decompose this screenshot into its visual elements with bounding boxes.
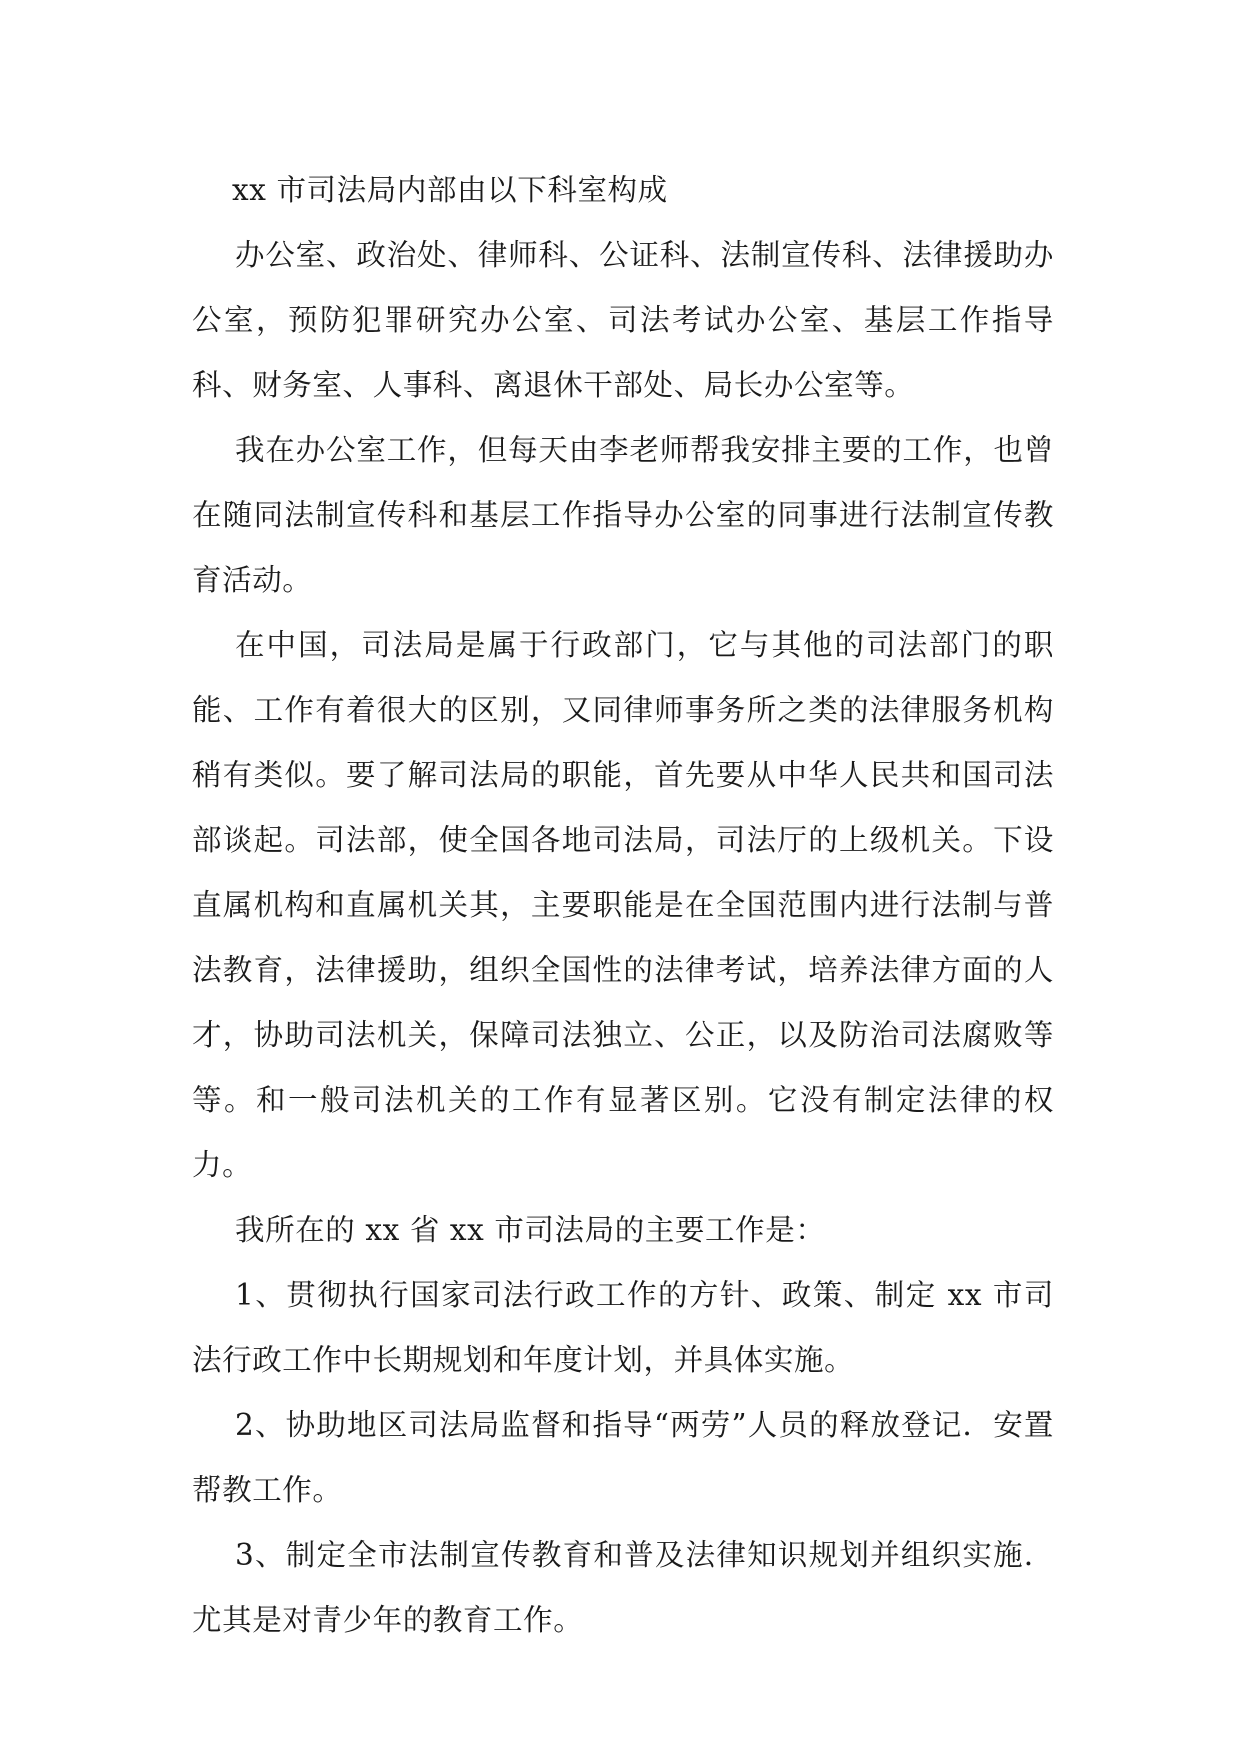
paragraph-work-item-2: 2、协助地区司法局监督和指导“两劳”人员的释放登记．安置帮教工作。 — [192, 1408, 1054, 1507]
paragraph-department-heading: xx 市司法局内部由以下科室构成 — [232, 173, 668, 207]
paragraph-department-list: 办公室、政治处、律师科、公证科、法制宣传科、法律援助办公室，预防犯罪研究办公室、司法考试办公室、基层工作指导科、财务室、人事科、离退休干部处、局长办公室等。 — [192, 238, 1054, 402]
paragraph-bureau-functions: 在中国，司法局是属于行政部门，它与其他的司法部门的职能、工作有着很大的区别，又同律师事务所之类的法律服务机构稍有类似。要了解司法局的职能，首先要从中华人民共和国司法部谈起。司法部，使全国各地司法局，司法厅的上级机关。下设直属机构和直属机关其，主要职能是在全国范围内进行法制与普法教育，法律援助，组织全国性的法律考试，培养法律方面的人才，协助司法机关，保障司法独立、公正，以及防治司法腐败等等。和一般司法机关的工作有显著区别。它没有制定法律的权力。 — [192, 628, 1054, 1182]
paragraph-my-work: 我在办公室工作，但每天由李老师帮我安排主要的工作，也曾在随同法制宣传科和基层工作指导办公室的同事进行法制宣传教育活动。 — [192, 433, 1054, 597]
paragraph-work-item-1: 1、贯彻执行国家司法行政工作的方针、政策、制定 xx 市司法行政工作中长期规划和年度计划，并具体实施。 — [192, 1278, 1054, 1377]
document-body — [192, 158, 1054, 1653]
paragraph-work-item-3: 3、制定全市法制宣传教育和普及法律知识规划并组织实施．尤其是对青少年的教育工作。 — [192, 1538, 1054, 1637]
paragraph-main-work-intro: 我所在的 xx 省 xx 市司法局的主要工作是： — [235, 1213, 826, 1247]
